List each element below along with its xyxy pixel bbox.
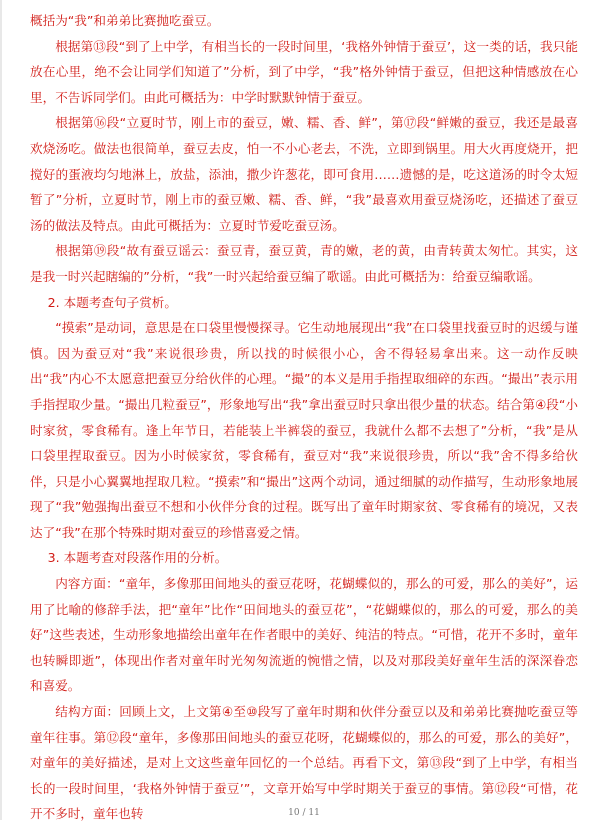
paragraph-3: 根据第⑯段“立夏时节，刚上市的蚕豆，嫩、糯、香、鲜”，第⑰段“鲜嫩的蚕豆，我还是最喜欢烧汤吃。做法也很简单，蚕豆去皮，怕一不小心老去，不洗，立即到锅里。用大火再度烧开，把搅好的蛋液均匀地淋上，放盐，添油，撒少许葱花，即可食用……遗憾的是，吃这道汤的时令太短暂了”分析，立夏时节，刚上市的蚕豆嫩、糯、香、鲜，“我”最喜欢用蚕豆烧汤吃，还描述了蚕豆汤的做法及特点。由此可概括为：立夏时节爱吃蚕豆汤。 — [30, 115, 578, 233]
paragraph-1: 概括为“我”和弟弟比赛抛吃蚕豆。 — [30, 13, 220, 28]
paragraph-4: 根据第⑲段“故有蚕豆谣云：蚕豆青，蚕豆黄，青的嫩，老的黄，由青转黄太匆忙。其实，这是我一时兴起瞎编的”分析，“我”一时兴起给蚕豆编了歌谣。由此可概括为：给蚕豆编歌谣。 — [30, 243, 578, 284]
page-number: 10 / 11 — [288, 808, 320, 818]
paragraph-2: 根据第⑬段“到了上中学，有相当长的一段时间里，‘我格外钟情于蚕豆’，这一类的话，我只能放在心里，绝不会让同学们知道了”分析，到了中学，“我”格外钟情于蚕豆，但把这种情感放在心里，不告诉同学们。由此可概括为：中学时默默钟情于蚕豆。 — [30, 38, 578, 105]
section-heading-3: 3. 本题考查对段落作用的分析。 — [47, 550, 228, 566]
paragraph-6: 内容方面：“童年，多像那田间地头的蚕豆花呀，花蝴蝶似的，那么的可爱，那么的美好”，运用了比喻的修辞手法，把“童年”比作“田间地头的蚕豆花”，“花蝴蝶似的，那么的可爱，那么的美好”这些表述，生动形象地描绘出童年在作者眼中的美好、纯洁的特点。“可惜，花开不多时，童年也转瞬即逝”，体现出作者对童年时光匆匆流逝的惋惜之情，以及对那段美好童年生活的深深眷恋和喜爱。 — [30, 576, 578, 694]
page-edge — [0, 0, 2, 820]
paragraph-7: 结构方面：回顾上文，上文第④至⑩段写了童年时期和伙伴分蚕豆以及和弟弟比赛抛吃蚕豆等童年往事。第⑫段“童年，多像那田间地头的蚕豆花呀，花蝴蝶似的，那么的可爱，那么的美好”，对童年的美好描述，是对上文这些童年回忆的一个总结。再看下文，第⑬段“到了上中学，有相当长的一段时间里，‘我格外钟情于蚕豆’”，文章开始写中学时期关于蚕豆的事情。第⑫段“可惜，花开不多时，童年也转 — [30, 704, 578, 822]
section-heading-2: 2. 本题考查句子赏析。 — [47, 294, 177, 310]
paragraph-5: “摸索”是动词，意思是在口袋里慢慢探寻。它生动地展现出“我”在口袋里找蚕豆时的迟缓与谨慎。因为蚕豆对“我”来说很珍贵，所以找的时候很小心，舍不得轻易拿出来。这一动作反映出“我”内心不太愿意把蚕豆分给伙伴的心理。“撮”的本义是用手指捏取细碎的东西。“撮出”表示用手指捏取少量。“撮出几粒蚕豆”，形象地写出“我”拿出蚕豆时只拿出很少量的状态。结合第④段“小时家贫，零食稀有。逢上年节日，若能装上半裤袋的蚕豆，我就什么都不去想了”分析，“我”是从口袋里捏取蚕豆。因为小时候家贫，零食稀有，蚕豆对“我”来说很珍贵，所以“我”舍不得多给伙伴，只是小心翼翼地捏取几粒。“摸索”和“撮出”这两个动词，通过细腻的动作描写，生动形象地展现了“我”勉强掏出蚕豆不想和小伙伴分食的过程。既写出了童年时期家贫、零食稀有的境况，又表达了“我”在那个特殊时期对蚕豆的珍惜喜爱之情。 — [30, 320, 578, 540]
